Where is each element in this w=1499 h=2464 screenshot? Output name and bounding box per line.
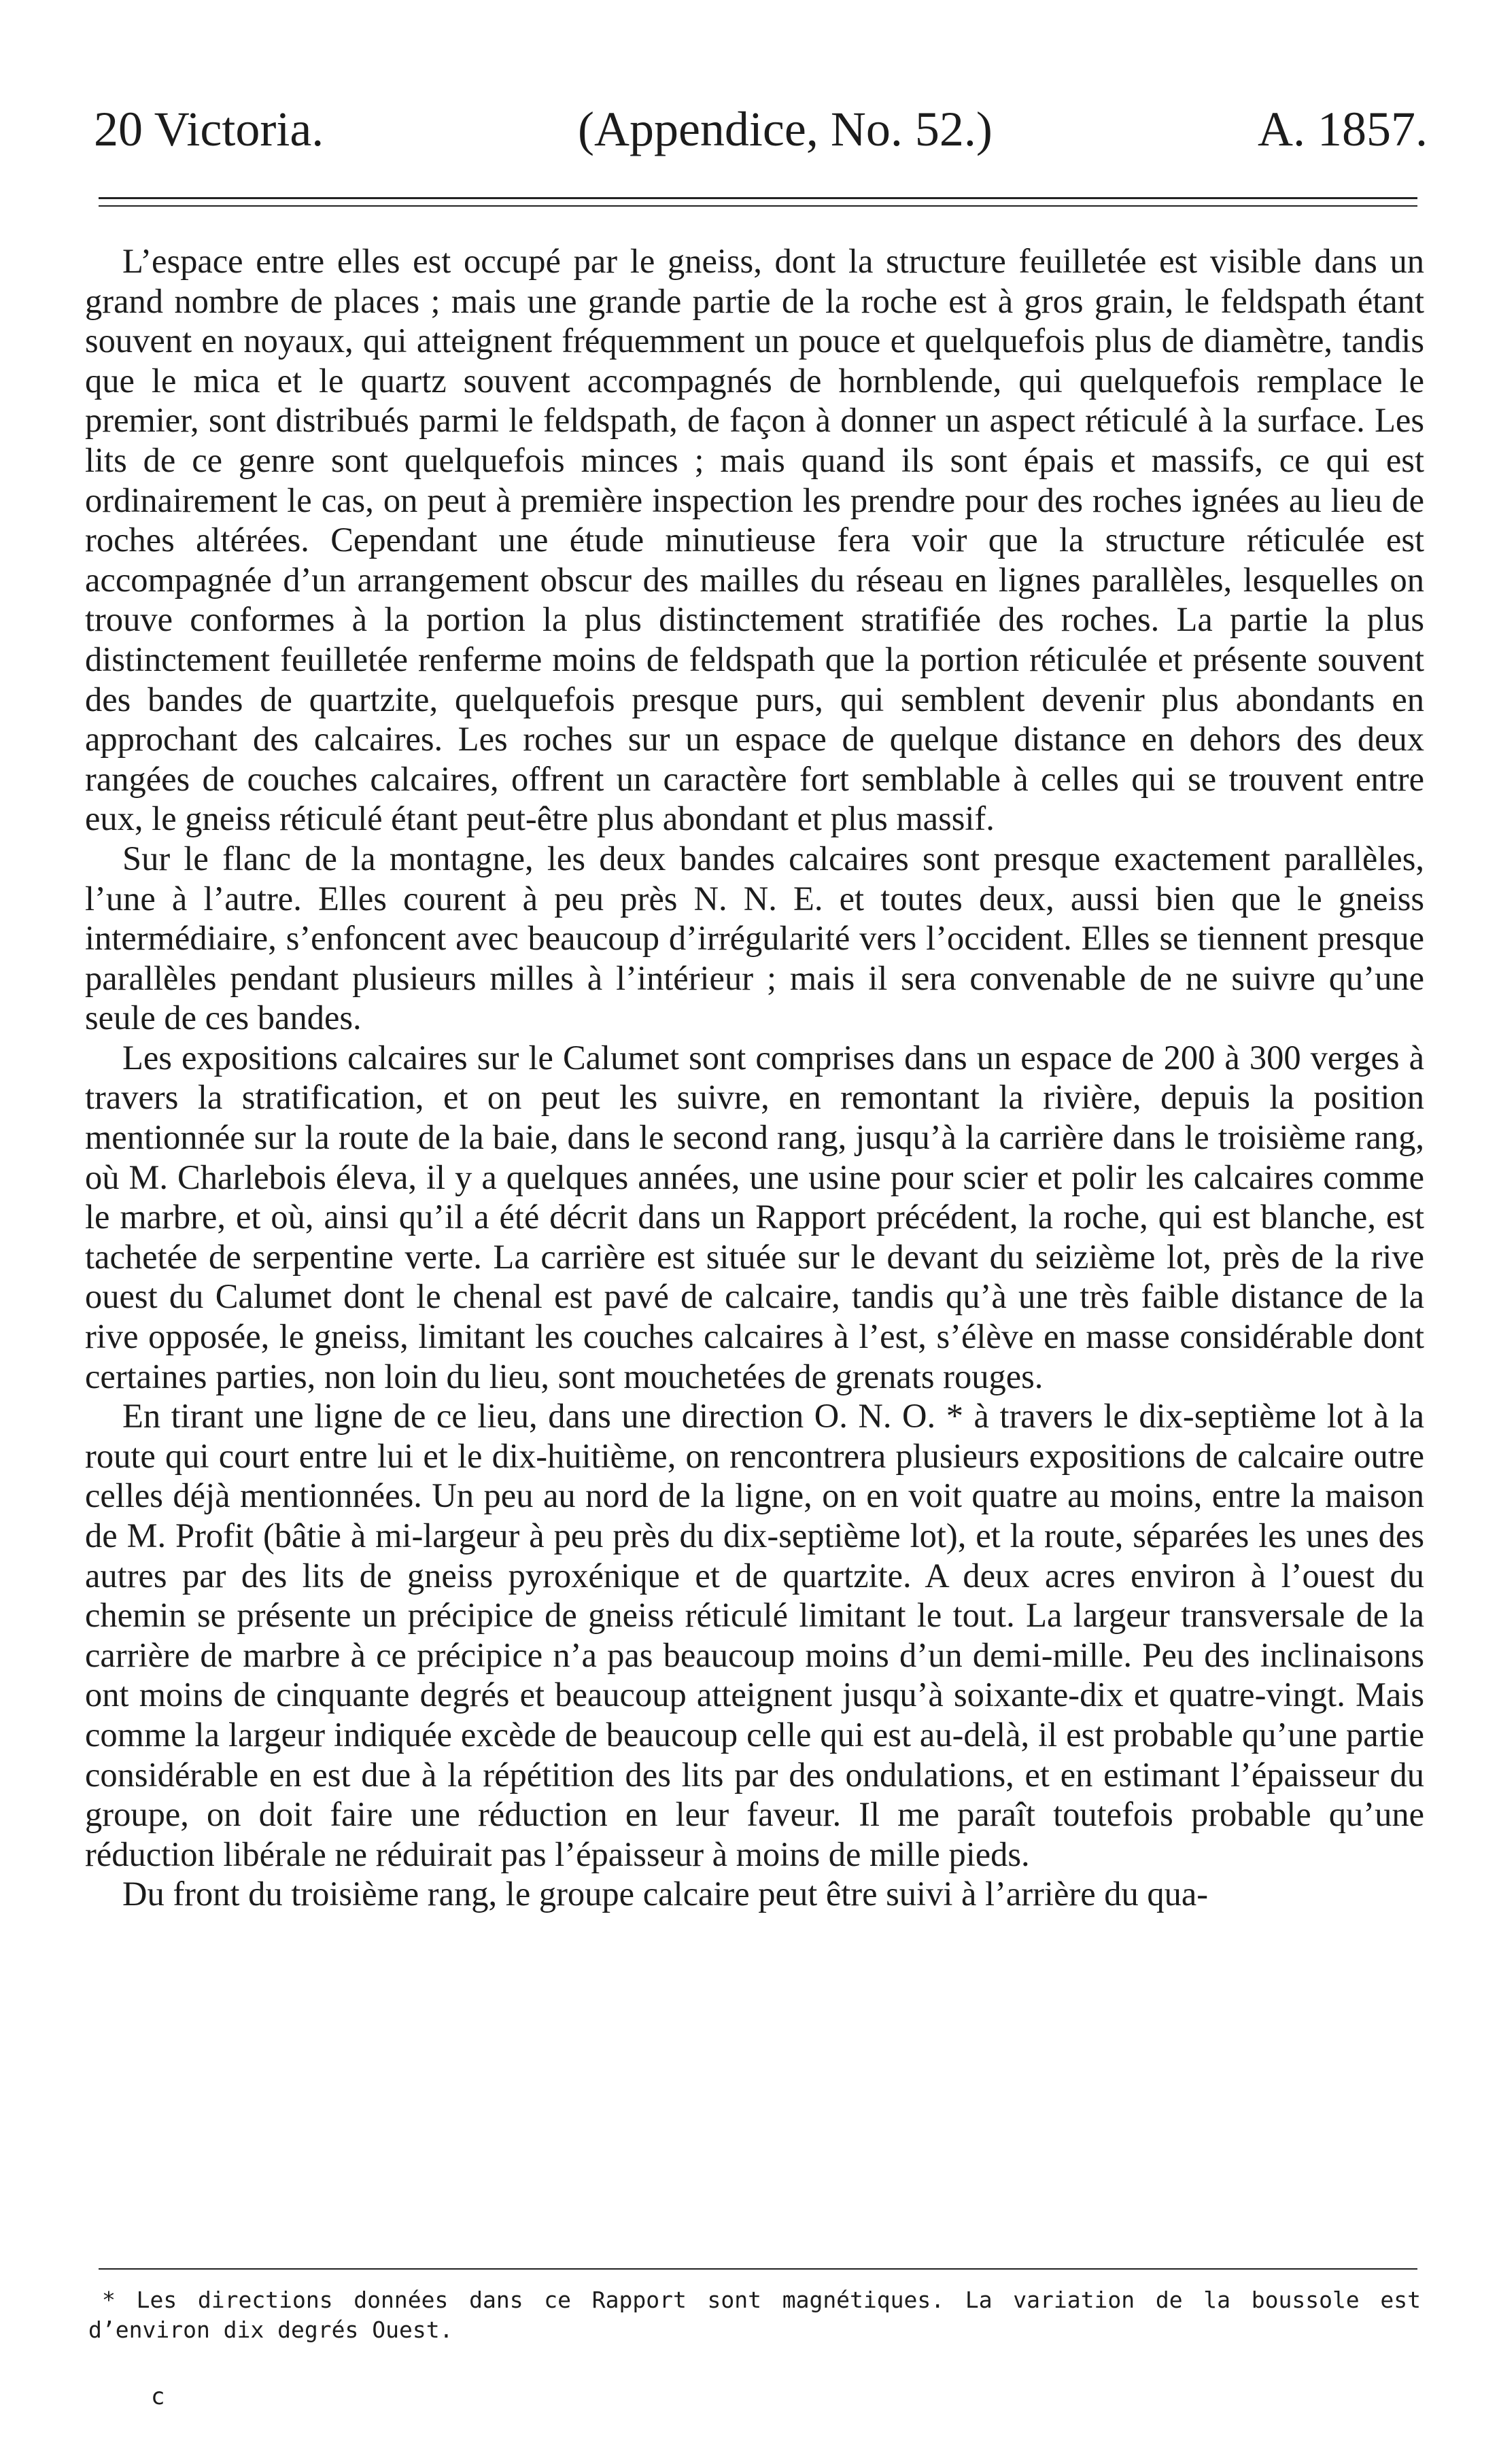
paragraph: En tirant une ligne de ce lieu, dans une direction O. N. O. * à travers le dix-septième lot à la route qui court entre lui et le dix-huitième, on rencontrera plusieurs expositions de calcaire outre celles déjà mentionnées. Un peu au nord de la ligne, on en voit quatre au moins, entre la maison de M. Profit (bâtie à mi-largeur à peu près du dix-septième lot), et la route, séparées les unes des autres par des lits de gneiss pyroxénique et de quartzite. A deux acres environ à l’ouest du chemin se présente un précipice de gneiss réticulé limitant le tout. La largeur transversale de la carrière de marbre à ce précipice n’a pas beaucoup moins d’un demi-mille. Peu des inclinaisons ont moins de cinquante degrés et beaucoup atteignent jusqu’à soixante-dix et quatre-vingt. Mais comme la largeur indiquée excède de beaucoup celle qui est au-delà, il est probable qu’une partie considérable en est due à la répétition des lits par des ondulations, et en estimant l’épaisseur du groupe, on doit faire une réduction en leur faveur. Il me paraît toutefois probable qu’une réduction libérale ne réduirait pas l’épaisseur à moins de mille pieds. bbox=[85, 1397, 1424, 1873]
paragraph: L’espace entre elles est occupé par le gneiss, dont la structure feuilletée est visible dans un grand nombre de places ; mais une grande partie de la roche est à gros grain, le feldspath étant souvent en noyaux, qui atteignent fréquemment un pouce et quelquefois plus de diamètre, tandis que le mica et le quartz souvent accompagnés de hornblende, qui quelquefois remplace le premier, sont distribués parmi le feldspath, de façon à donner un aspect réticulé à la surface. Les lits de ce genre sont quelquefois minces ; mais quand ils sont épais et massifs, ce qui est ordinairement le cas, on peut à première inspection les prendre pour des roches ignées au lieu de roches altérées. Cependant une étude minutieuse fera voir que la structure réticulée est accompagnée d’un arrangement obscur des mailles du réseau en lignes parallèles, lesquelles on trouve conformes à la portion la plus distinctement stratifiée des roches. La partie la plus distinctement feuilletée renferme moins de feldspath que la portion réticulée et présente souvent des bandes de quartzite, quelquefois presque purs, qui semblent devenir plus abondants en approchant des calcaires. Les roches sur un espace de quelque distance en dehors des deux rangées de couches calcaires, offrent un caractère fort semblable à celles qui se trouvent entre eux, le gneiss réticulé étant peut-être plus abondant et plus massif. bbox=[85, 242, 1424, 838]
header-appendix: (Appendice, No. 52.) bbox=[578, 102, 993, 156]
header-rule-bottom bbox=[99, 205, 1417, 207]
header-session: 20 Victoria. bbox=[94, 102, 324, 156]
paragraph: Du front du troisième rang, le groupe calcaire peut être suivi à l’arrière du qua- bbox=[122, 1875, 1209, 1913]
footnote-rule bbox=[99, 2268, 1417, 2270]
signature-mark: c bbox=[151, 2383, 165, 2410]
paragraph: Sur le flanc de la montagne, les deux bandes calcaires sont presque exactement parallèles, l’une à l’autre. Elles courent à peu près N. N. E. et toutes deux, aussi bien que le gneiss intermédiaire, s’enfoncent avec beaucoup d’irrégularité vers l’occident. Elles se tiennent presque parallèles pendant plusieurs milles à l’intérieur ; mais il sera convenable de ne suivre qu’une seule de ces bandes. bbox=[85, 839, 1424, 1037]
header-rule-top bbox=[99, 197, 1417, 199]
running-header bbox=[94, 95, 1428, 163]
paragraph: Les expositions calcaires sur le Calumet sont comprises dans un espace de 200 à 300 verges à travers la stratification, et on peut les suivre, en remontant la rivière, depuis la position mentionnée sur la route de la baie, dans le second rang, jusqu’à la carrière dans le troisième rang, où M. Charlebois éleva, il y a quelques années, une usine pour scier et polir les calcaires comme le marbre, et où, ainsi qu’il a été décrit dans un Rapport précédent, la roche, qui est blanche, est tachetée de serpentine verte. La carrière est située sur le devant du seizième lot, près de la rive ouest du Calumet dont le chenal est pavé de calcaire, tandis qu’à une très faible distance de la rive opposée, le gneiss, limitant les couches calcaires à l’est, s’élève en masse considérable dont certaines parties, non loin du lieu, sont mouchetées de grenats rouges. bbox=[85, 1038, 1424, 1395]
footnote-text: * Les directions données dans ce Rapport sont magnétiques. La variation de la boussole est d’environ dix degrés Ouest. bbox=[88, 2287, 1421, 2343]
footnote bbox=[88, 2285, 1421, 2345]
body-text bbox=[85, 241, 1424, 1914]
header-year: A. 1857. bbox=[1258, 102, 1428, 156]
